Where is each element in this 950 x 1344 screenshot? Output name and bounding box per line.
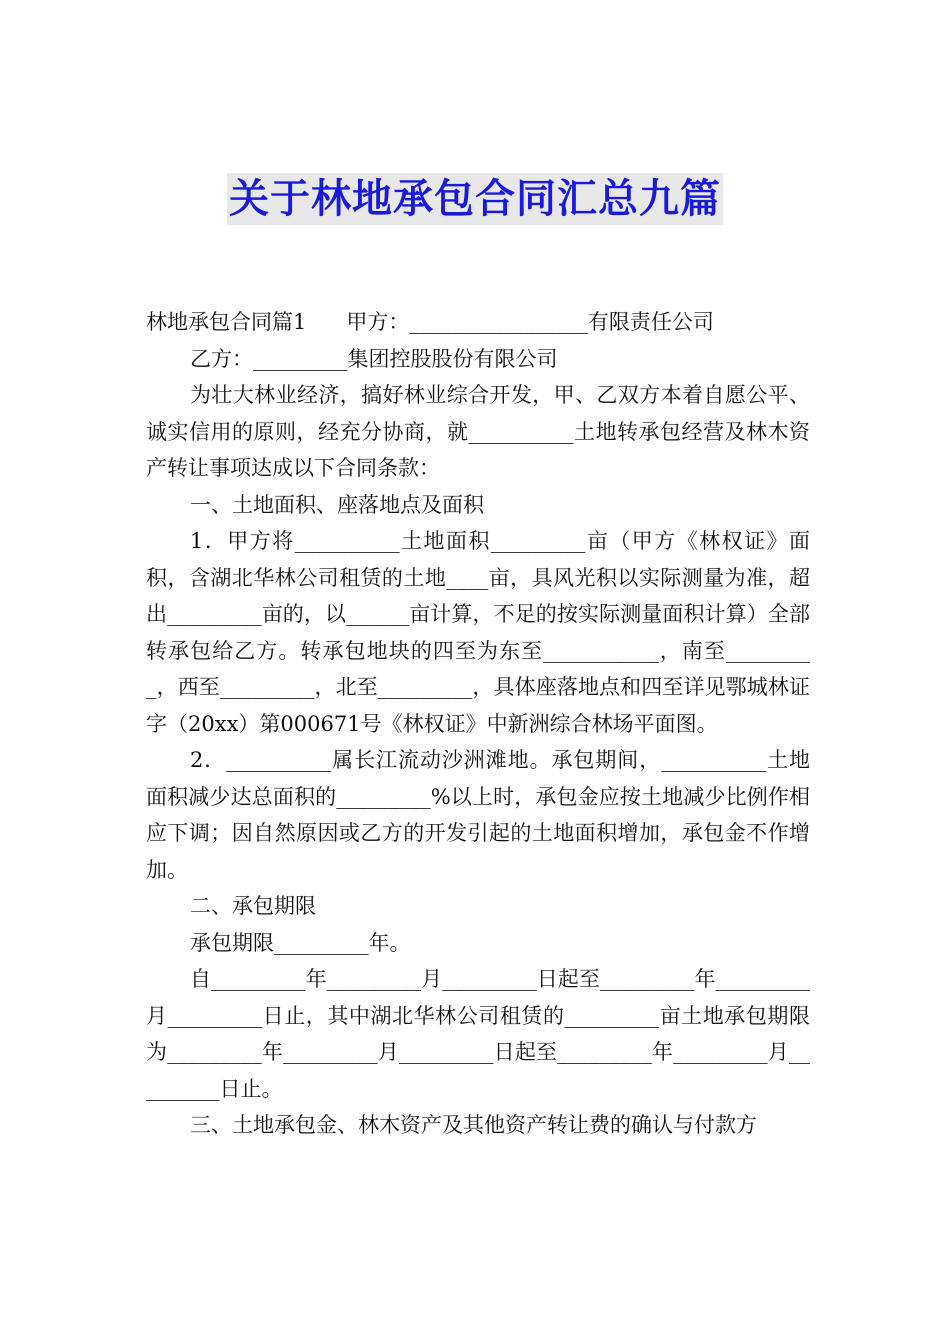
- document-title: 关于林地承包合同汇总九篇: [227, 173, 723, 225]
- title-area: [0, 173, 950, 225]
- paragraph-party-b: 乙方：_________集团控股股份有限公司: [190, 346, 558, 371]
- paragraph-preamble: 为壮大林业经济，搞好林业综合开发，甲、乙双方本着自愿公平、诚实信用的原则，经充分协商，就__________土地转承包经营及林木资产转让事项达成以下合同条款：: [146, 383, 810, 480]
- section-heading-term: 二、承包期限: [190, 894, 316, 918]
- clause-2: 2．__________属长江流动沙洲滩地。承包期间，__________土地面积减少达总面积的_________%以上时，承包金应按土地减少比例作相应下调；因自然原因或乙方的开发引起的土地面积增加，承包金不作增加。: [146, 748, 810, 882]
- party-a-text: 甲方：_________________有限责任公司: [346, 310, 714, 334]
- paragraph-term-dates: 自_________年_________月_________日起至_________年_________月_________日止，其中湖北华林公司租赁的_________亩土地承包期限为_________年_________月_________日起至_________年_________月_________日止。: [146, 967, 810, 1101]
- document-body: [146, 304, 810, 1144]
- paragraph-term-years: 承包期限_________年。: [190, 930, 411, 955]
- clause-1: 1．甲方将__________土地面积_________亩（甲方《林权证》面积，含湖北华林公司租赁的土地____亩，具风光积以实际测量为准，超出_________亩的，以______亩计算，不足的按实际测量面积计算）全部转承包给乙方。转承包地块的四至为东至___________，南至_________，西至_________，北至_________，具体座落地点和四至详见鄂城林证字（20xx）第000671号《林权证》中新洲综合林场平面图。: [146, 529, 810, 736]
- section-heading-payment: 三、土地承包金、林木资产及其他资产转让费的确认与付款方: [190, 1113, 757, 1137]
- paragraph-party-a: [146, 304, 810, 341]
- contract-heading: 林地承包合同篇1: [146, 310, 307, 334]
- section-heading-land-area: 一、土地面积、座落地点及面积: [190, 492, 484, 517]
